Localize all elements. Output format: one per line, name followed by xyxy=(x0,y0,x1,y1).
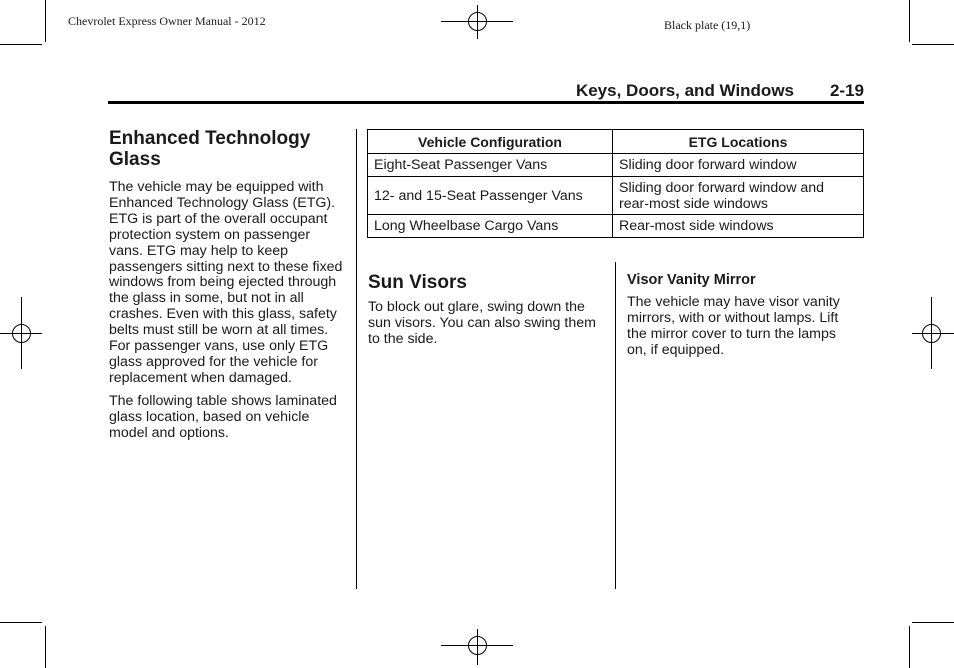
table-row xyxy=(368,215,864,238)
table-header-vehicle-configuration: Vehicle Configuration xyxy=(368,130,613,154)
plate-label: Black plate (19,1) xyxy=(664,18,751,32)
column-divider-1 xyxy=(356,129,357,589)
sun-visors-heading: Sun Visors xyxy=(368,272,467,293)
etg-section xyxy=(109,128,347,442)
table-header-row xyxy=(368,130,864,154)
visor-mirror-heading: Visor Vanity Mirror xyxy=(627,272,756,288)
header-rule xyxy=(108,101,864,104)
table-cell: Eight-Seat Passenger Vans xyxy=(368,154,613,177)
table-cell: Long Wheelbase Cargo Vans xyxy=(368,215,613,238)
table-cell: Sliding door forward window and rear-most side windows xyxy=(613,177,864,215)
etg-paragraph-2: The following table shows laminated glass location, based on vehicle model and options. xyxy=(109,392,337,441)
table-row xyxy=(368,154,864,177)
visor-mirror-section xyxy=(627,272,859,359)
page-number: 2-19 xyxy=(829,81,864,100)
table-cell: Rear-most side windows xyxy=(613,215,864,238)
etg-heading: Enhanced Technology Glass xyxy=(109,128,311,170)
table-row xyxy=(368,177,864,215)
table-cell: 12- and 15-Seat Passenger Vans xyxy=(368,177,613,215)
sun-visors-text: To block out glare, swing down the sun visors. You can also swing them to the side. xyxy=(368,299,596,347)
table-header-etg-locations: ETG Locations xyxy=(613,130,864,154)
sun-visors-section xyxy=(368,272,608,348)
etg-paragraph-1: The vehicle may be equipped with Enhanced Technology Glass (ETG). ETG is part of the overall occupant protection system on passenger vans. ETG may help to keep passengers sitting next to these fixed windows from being ejected through the glass in some, but not in all crashes. Even with this glass, safety belts must still be worn at all times. For passenger vans, use only ETG glass approved for the vehicle for replacement when damaged. xyxy=(109,179,343,386)
table-cell: Sliding door forward window xyxy=(613,154,864,177)
section-title: Keys, Doors, and Windows xyxy=(575,81,794,100)
manual-title: Chevrolet Express Owner Manual - 2012 xyxy=(68,14,266,28)
visor-mirror-text: The vehicle may have visor vanity mirrors, with or without lamps. Lift the mirror cover to turn the lamps on, if equipped. xyxy=(627,294,840,358)
column-divider-2 xyxy=(615,262,616,589)
etg-locations-table xyxy=(367,129,864,238)
